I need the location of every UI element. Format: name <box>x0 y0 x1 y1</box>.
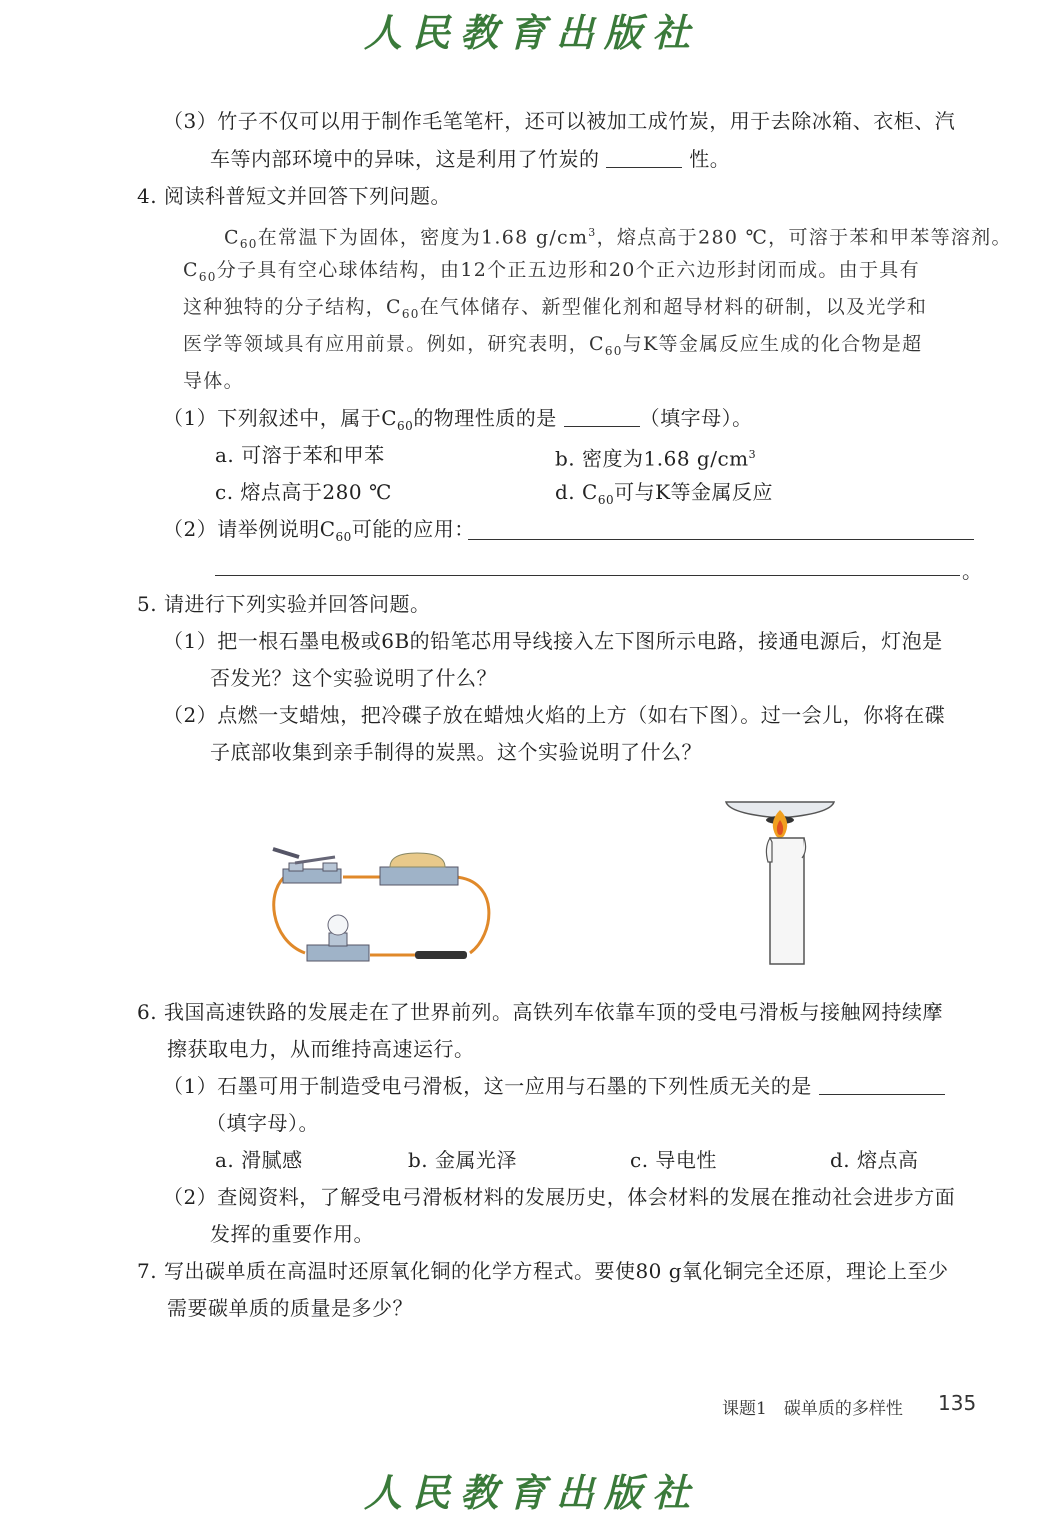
q6-line2: 擦获取电力，从而维持高速运行。 <box>167 1037 475 1061</box>
q4-passage-line2: $C_{60}$分子具有空心球体结构，由12个正五边形和20个正六边形封闭而成。由于具有 <box>183 259 920 284</box>
q4-sub1: （1）下列叙述中，属于$C_{60}$的物理性质的是 （填字母）。 <box>163 406 753 433</box>
knife-switch <box>273 849 341 883</box>
q7-line1: 7. 写出碳单质在高温时还原氧化铜的化学方程式。要使80 g氧化铜完全还原，理论上至少 <box>137 1259 949 1283</box>
q3-part3-line1: （3）竹子不仅可以用于制作毛笔笔杆，还可以被加工成竹炭，用于去除冰箱、衣柜、汽 <box>163 109 956 133</box>
publisher-logo-bottom: 人民教育出版社 <box>363 1470 700 1515</box>
q4-option-c: c. 熔点高于280 ℃ <box>215 480 392 504</box>
q5-sub2-line2: 子底部收集到亲手制得的炭黑。这个实验说明了什么？ <box>210 740 702 764</box>
q4-option-a: a. 可溶于苯和甲苯 <box>215 443 385 467</box>
light-bulb <box>307 915 369 961</box>
q4-passage-line4: 医学等领域具有应用前景。例如，研究表明，$C_{60}$与K等金属反应生成的化合物是超 <box>183 333 923 358</box>
q5-sub2-line1: （2）点燃一支蜡烛，把冷碟子放在蜡烛火焰的上方（如右下图）。过一会儿，你将在碟 <box>163 703 946 727</box>
q6-line1: 6. 我国高速铁路的发展走在了世界前列。高铁列车依靠车顶的受电弓滑板与接触网持续摩 <box>137 1000 943 1024</box>
q6-sub1-line1: （1）石墨可用于制造受电弓滑板，这一应用与石墨的下列性质无关的是 <box>163 1073 945 1099</box>
q7-line2: 需要碳单质的质量是多少？ <box>167 1296 413 1320</box>
candle <box>770 838 804 964</box>
q5-title: 5. 请进行下列实验并回答问题。 <box>137 592 431 616</box>
q6-option-d: d. 熔点高 <box>830 1148 919 1172</box>
q6-sub2-line1: （2）查阅资料，了解受电弓滑板材料的发展历史，体会材料的发展在推动社会进步方面 <box>163 1185 956 1209</box>
circuit-diagram <box>265 835 505 970</box>
candle-diagram <box>722 798 838 968</box>
publisher-logo-top: 人民教育出版社 <box>363 10 700 55</box>
q4-passage-line5: 导体。 <box>183 370 244 392</box>
q4-passage-line1: $C_{60}$在常温下为固体，密度为1.68 $g/cm^3$，熔点高于280 ℃，可溶于苯和甲苯等溶剂。 <box>224 226 1012 252</box>
battery <box>380 853 458 885</box>
answer-blank[interactable] <box>606 147 682 168</box>
q6-option-a: a. 滑腻感 <box>215 1148 303 1172</box>
wire <box>455 877 489 953</box>
q4-title: 4. 阅读科普短文并回答下列问题。 <box>137 184 451 208</box>
q5-sub1-line1: （1）把一根石墨电极或6B的铅笔芯用导线接入左下图所示电路，接通电源后，灯泡是 <box>163 629 943 653</box>
q4-option-b: b. 密度为1.68 $g/cm^3$ <box>555 446 757 471</box>
answer-blank[interactable] <box>564 406 640 427</box>
q5-sub1-line2: 否发光？这个实验说明了什么？ <box>210 666 497 690</box>
q3-part3-line2: 车等内部环境中的异味，这是利用了竹炭的 性。 <box>210 147 731 171</box>
graphite-rod <box>415 951 467 959</box>
q6-sub1-line2: （填字母）。 <box>206 1111 319 1135</box>
page-number: 135 <box>938 1391 977 1415</box>
answer-blank[interactable] <box>819 1074 945 1095</box>
q6-option-c: c. 导电性 <box>630 1148 717 1172</box>
q4-passage-line3: 这种独特的分子结构，$C_{60}$在气体储存、新型催化剂和超导材料的研制，以及光学和 <box>183 296 928 321</box>
answer-line[interactable] <box>468 539 974 540</box>
q6-option-b: b. 金属光泽 <box>408 1148 518 1172</box>
period-mark: 。 <box>962 559 983 583</box>
answer-line[interactable] <box>215 575 960 576</box>
q4-sub2: （2）请举例说明$C_{60}$可能的应用： <box>163 517 475 544</box>
q4-option-d: d. $C_{60}$可与K等金属反应 <box>555 480 774 507</box>
wire <box>274 875 305 953</box>
q6-sub2-line2: 发挥的重要作用。 <box>210 1222 374 1246</box>
lesson-title: 课题1 碳单质的多样性 <box>722 1399 903 1419</box>
